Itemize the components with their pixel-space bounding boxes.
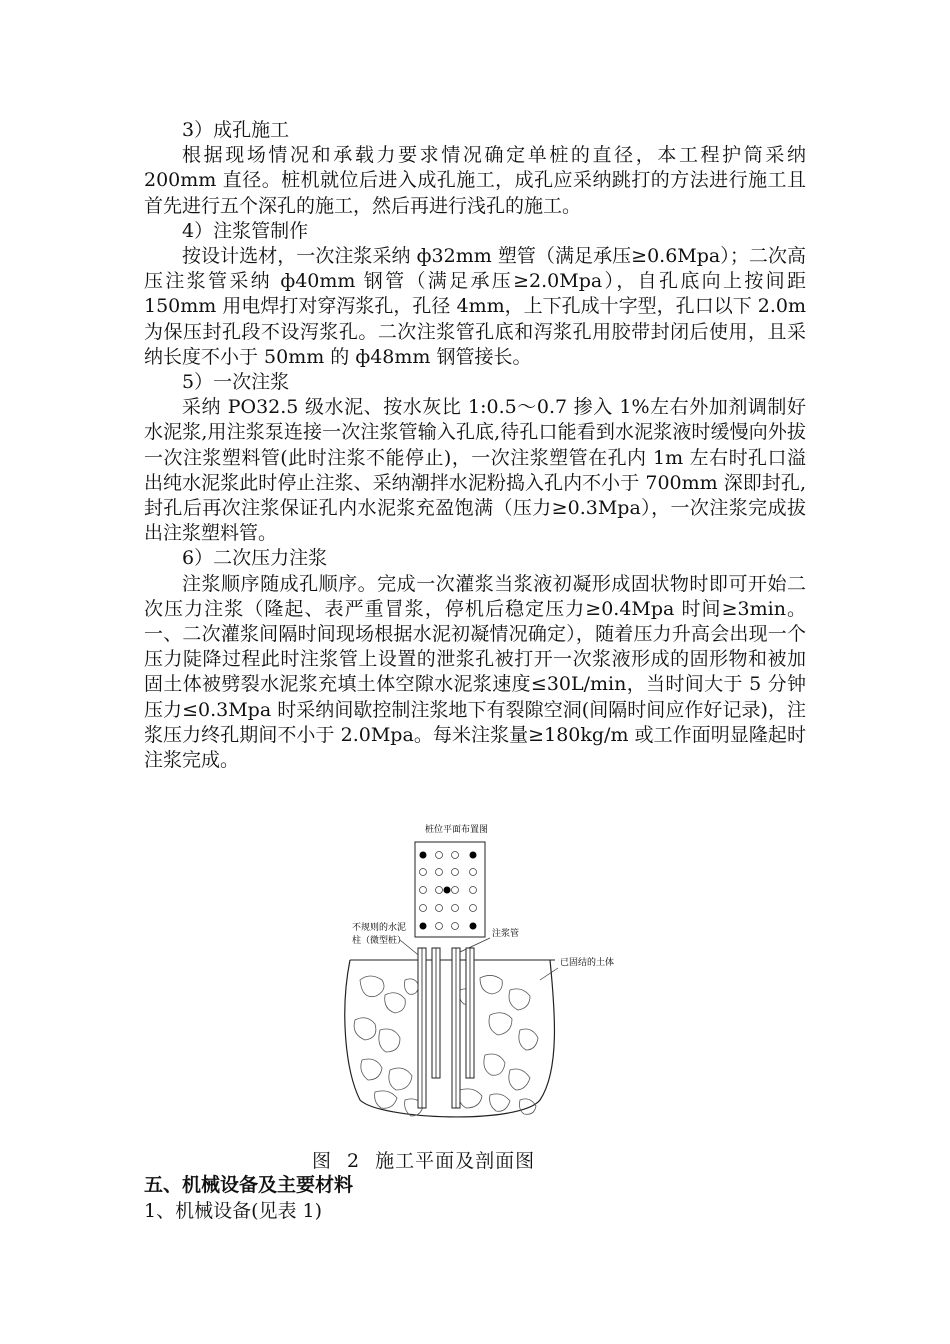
pile-open [452, 887, 459, 894]
leader-soil [540, 968, 558, 980]
pile-open [436, 887, 443, 894]
heading-first-grouting: 5）一次注浆 [182, 371, 290, 394]
pile-open [452, 923, 459, 930]
pile-filled [420, 852, 427, 859]
pile-open [452, 905, 459, 912]
pile-open [436, 923, 443, 930]
paragraph-first-grouting: 采纳 PO32.5 级水泥、按水灰比 1:0.5～0.7 掺入 1%左右外加剂调制好水泥浆,用注浆泵连接一次注浆管输入孔底,待孔口能看到水泥浆液时缓慢向外拔一次注浆塑料管(此时注浆不能停止)，一次注浆塑管在孔内 1m 左右时孔口溢出纯水泥浆此时停止注浆、采纳潮拌水泥粉捣入孔内不小于 700mm 深即封孔,封孔后再次注浆保证孔内水泥浆充盈饱满（压力≥0.3Mpa），一次注浆完成拔出注浆塑料管。 [144, 396, 806, 545]
paragraph-second-grouting: 注浆顺序随成孔顺序。完成一次灌浆当浆液初凝形成固状物时即可开始二次压力注浆（隆起、表严重冒浆，停机后稳定压力≥0.4Mpa 时间≥3min。一、二次灌浆间隔时间现场根据水泥初凝情况确定），随着压力升高会出现一个压力陡降过程此时注浆管上设置的泄浆孔被打开一次浆液形成的固形物和被加固土体被劈裂水泥浆充填土体空隙水泥浆速度≤30L/min，当时间大于 5 分钟压力≤0.3Mpa 时采纳间歇控制注浆地下有裂隙空洞(间隔时间应作好记录)，注浆压力终孔期间不小于 2.0Mpa。每米注浆量≥180kg/m 或工作面明显隆起时注浆完成。 [144, 572, 806, 772]
sub-heading: 1、机械设备(见表 1) [144, 1200, 323, 1222]
construction-figure [340, 820, 630, 1130]
leader-pipe [460, 938, 490, 952]
paragraph-hole-forming: 根据现场情况和承载力要求情况确定单桩的直径，本工程护筒采纳 200mm 直径。桩机就位后进入成孔施工，成孔应采纳跳打的方法进行施工且首先进行五个深孔的施工，然后再进行浅孔的施工。 [144, 144, 806, 217]
pile-open [436, 852, 443, 859]
label-soil: 已固结的土体 [560, 958, 615, 968]
section-piles [418, 948, 474, 1108]
pile-open [452, 869, 459, 876]
section-heading: 五、机械设备及主要材料 [144, 1174, 354, 1196]
body-text [144, 118, 806, 773]
pile-filled [470, 852, 477, 859]
pile-open [452, 852, 459, 859]
pile-open [470, 905, 477, 912]
label-pipe: 注浆管 [492, 929, 520, 939]
label-pile-line2: 柱（微型桩） [352, 936, 407, 946]
pile-open [436, 869, 443, 876]
pile-open [420, 887, 427, 894]
pile-filled [444, 887, 451, 894]
pile-open [436, 905, 443, 912]
soil-stones [354, 975, 538, 1116]
pile-open [470, 869, 477, 876]
soil-mass [345, 960, 555, 1117]
pile-open [420, 869, 427, 876]
plan-title: 桩位平面布置图 [425, 825, 489, 835]
label-pile-line1: 不规则的水泥 [352, 923, 407, 933]
pile-filled [420, 923, 427, 930]
paragraph-grout-pipe: 按设计选材，一次注浆采纳 ф32mm 塑管（满足承压≥0.6Mpa）；二次高压注浆管采纳 ф40mm 钢管（满足承压≥2.0Mpa），自孔底向上按间距 150mm 用电焊打对穿泻浆孔，孔径 4mm，上下孔成十字型，孔口以下 2.0m 为保压封孔段不设泻浆孔。二次注浆管孔底和泻浆孔用胶带封闭后使用，且采纳长度不小于 50mm 的 ф48mm 钢管接长。 [144, 245, 806, 368]
pile-open [470, 887, 477, 894]
pile-filled [470, 923, 477, 930]
heading-hole-forming: 3）成孔施工 [182, 119, 290, 141]
figure-caption: 图 2 施工平面及剖面图 [312, 1150, 536, 1172]
heading-second-grouting: 6）二次压力注浆 [182, 547, 328, 570]
pile-open [420, 905, 427, 912]
pile-grid [420, 852, 477, 930]
heading-grout-pipe: 4）注浆管制作 [182, 219, 309, 242]
